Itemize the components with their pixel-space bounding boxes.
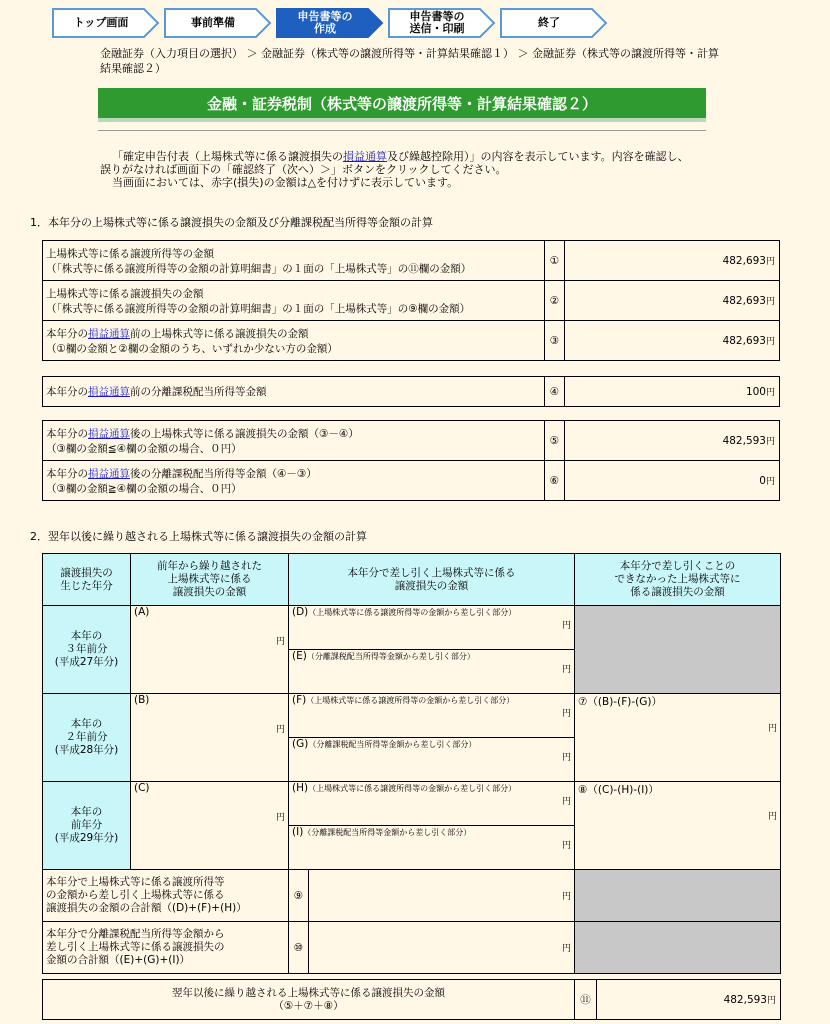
- value-2: 482,693円: [565, 281, 780, 321]
- table-row: 本年分の損益通算後の分離課税配当所得等金額（④－③） （③欄の金額≧④欄の金額の場合、０円） ⑥ 0円: [43, 461, 780, 501]
- sonneki-link[interactable]: 損益通算: [88, 427, 130, 440]
- breadcrumb-item: 金融証券（株式等の譲渡所得等・計算結果確認１）: [261, 47, 514, 60]
- step-end: 終了: [500, 8, 608, 38]
- value-1: 482,693円: [565, 241, 780, 281]
- breadcrumb-item-current: 金融証券（株式等の譲渡所得等・計算結果確認２）: [100, 47, 719, 75]
- step-top: トップ画面: [52, 8, 160, 38]
- sonneki-link[interactable]: 損益通算: [88, 386, 130, 398]
- sonneki-link[interactable]: 損益通算: [343, 150, 387, 163]
- value-11: 482,593円: [597, 980, 781, 1020]
- table-row: (G)（分離課税配当所得等金額から差し引く部分） 円: [43, 738, 781, 782]
- table-row: 本年分で分離課税配当所得等金額から 差し引く上場株式等に係る譲渡損失の 金額の合計額（(E)+(G)+(I)） ⑩ 円: [43, 922, 781, 974]
- carryover-table: [42, 553, 781, 974]
- breadcrumb: 金融証券（入力項目の選択） ＞ 金融証券（株式等の譲渡所得等・計算結果確認１） ＞ 金融証券（株式等の譲渡所得等・計算結果確認２）: [100, 47, 719, 75]
- calc-table-3: [42, 420, 780, 501]
- value-3: 482,693円: [565, 321, 780, 361]
- value-5: 482,593円: [565, 421, 780, 461]
- table-row: 本年分の損益通算前の上場株式等に係る譲渡損失の金額 （①欄の金額と②欄の金額のうち、いずれか少ない方の金額） ③ 482,693円: [43, 321, 780, 361]
- calc-table-1: [42, 240, 780, 361]
- table-row: 本年分で上場株式等に係る譲渡所得等 の金額から差し引く上場株式等に係る 譲渡損失の金額の合計額（(D)+(F)+(H)） ⑨ 円: [43, 870, 781, 922]
- carryover-total-table: [42, 979, 781, 1020]
- table-row: 本年分の損益通算前の分離課税配当所得等金額 ④ 100円: [43, 377, 780, 407]
- calc-table-2: [42, 376, 780, 407]
- sonneki-link[interactable]: 損益通算: [88, 327, 130, 340]
- table-row: 本年の 前年分 (平成29年分) (C) 円 (H)（上場株式等に係る譲渡所得等の金額から差し引く部分） 円 ⑧（(C)-(H)-(I)） 円: [43, 782, 781, 826]
- table-row: (I)（分離課税配当所得等金額から差し引く部分） 円: [43, 826, 781, 870]
- sonneki-link[interactable]: 損益通算: [88, 467, 130, 480]
- value-6: 0円: [565, 461, 780, 501]
- table-row: 本年分の損益通算後の上場株式等に係る譲渡損失の金額（③－④） （③欄の金額≦④欄の金額の場合、０円） ⑤ 482,593円: [43, 421, 780, 461]
- step-send: 申告書等の 送信・印刷: [388, 8, 496, 38]
- table-row: 上場株式等に係る譲渡損失の金額 （「株式等に係る譲渡所得等の金額の計算明細書」の１面の「上場株式等」の⑨欄の金額） ② 482,693円: [43, 281, 780, 321]
- table-row: 本年の ３年前分 (平成27年分) (A) 円 (D)（上場株式等に係る譲渡所得等の金額から差し引く部分） 円: [43, 606, 781, 650]
- section-2-heading: 2．翌年以後に繰り越される上場株式等に係る譲渡損失の金額の計算: [30, 530, 367, 543]
- page-title: 金融・証券税制（株式等の譲渡所得等・計算結果確認２）: [98, 88, 706, 122]
- table-row: 本年の ２年前分 (平成28年分) (B) 円 (F)（上場株式等に係る譲渡所得等の金額から差し引く部分） 円 ⑦（(B)-(F)-(G)） 円: [43, 694, 781, 738]
- step-prep: 事前準備: [164, 8, 272, 38]
- intro-text: 「確定申告付表（上場株式等に係る譲渡損失の損益通算及び繰越控除用）」の内容を表示しています。内容を確認し、 誤りがなければ画面下の「確認終了（次へ）＞」ボタンをクリックしてください。 当画面においては、赤字(損失)の金額は△を付けずに表示しています。: [100, 150, 689, 189]
- breadcrumb-item: 金融証券（入力項目の選択）: [100, 47, 243, 60]
- table-row: (E)（分離課税配当所得等金額から差し引く部分） 円: [43, 650, 781, 694]
- section-1-heading: 1．本年分の上場株式等に係る譲渡損失の金額及び分離課税配当所得等金額の計算: [30, 216, 433, 229]
- value-4: 100円: [565, 377, 780, 407]
- table-row: 翌年以後に繰り越される上場株式等に係る譲渡損失の金額 （⑤＋⑦＋⑧） ⑪ 482,593円: [43, 980, 781, 1020]
- table-row: 上場株式等に係る譲渡所得等の金額 （「株式等に係る譲渡所得等の金額の計算明細書」の１面の「上場株式等」の⑪欄の金額） ① 482,693円: [43, 241, 780, 281]
- divider: [98, 130, 706, 131]
- step-create: 申告書等の 作成: [276, 8, 384, 38]
- table-header-row: 譲渡損失の 生じた年分 前年から繰り越された 上場株式等に係る 譲渡損失の金額 本年分で差し引く上場株式等に係る 譲渡損失の金額 本年分で差し引くことの できなかった上場株式等に 係る譲渡損失の金額: [43, 554, 781, 606]
